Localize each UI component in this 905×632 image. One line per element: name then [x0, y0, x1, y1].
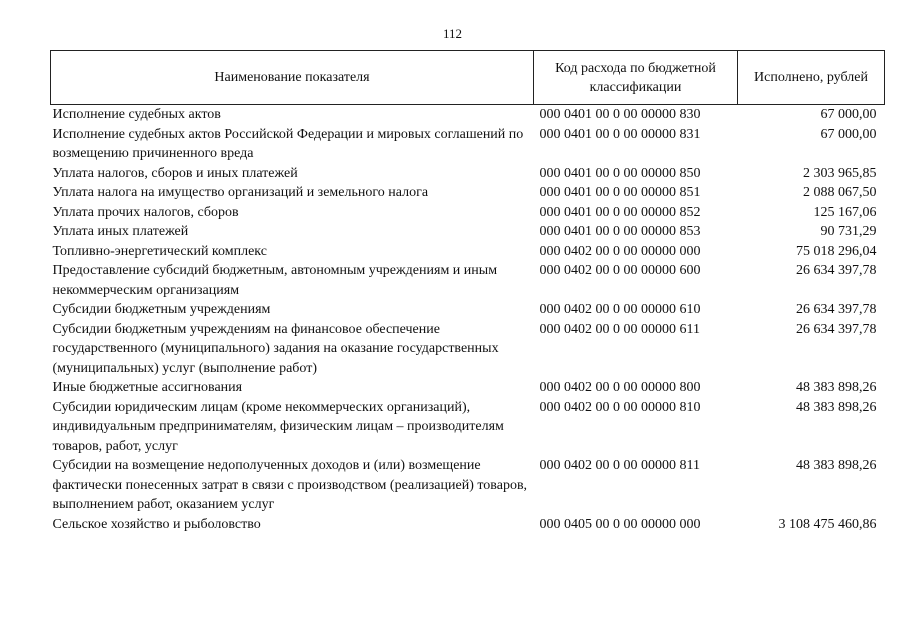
indicator-name-cell: Субсидии юридическим лицам (кроме некоммерческих организаций), индивидуальным предпринимателям, физическим лицам – производителям товаров, работ, услуг	[52, 399, 504, 454]
header-indicator-name: Наименование показателя	[51, 51, 534, 105]
table-row	[51, 378, 885, 398]
indicator-name-cell: Субсидии бюджетным учреждениям на финансовое обеспечение государственного (муниципального) задания на оказание государственных (муниципальных) услуг (выполнение работ)	[52, 321, 499, 376]
table-row	[51, 125, 885, 164]
table-row	[51, 183, 885, 203]
budget-code-cell: 000 0402 00 0 00 00000 000	[539, 243, 701, 259]
table-row	[51, 222, 885, 242]
table-row	[51, 398, 885, 457]
indicator-name-cell: Субсидии на возмещение недополученных доходов и (или) возмещение фактически понесенных затрат в связи с производством (реализацией) товаров, выполнением работ, оказанием услуг	[52, 458, 528, 512]
header-executed: Исполнено, рублей	[738, 51, 885, 105]
header-budget-code: Код расхода по бюджетной классификации	[534, 51, 738, 105]
budget-code-cell: 000 0401 00 0 00 00000 853	[539, 224, 701, 239]
executed-amount-cell: 48 383 898,26	[796, 380, 877, 395]
executed-amount-cell: 125 167,06	[813, 204, 877, 220]
table-row	[51, 300, 885, 320]
indicator-name-cell: Сельское хозяйство и рыболовство	[52, 516, 261, 532]
table-body	[51, 105, 885, 535]
indicator-name-cell: Исполнение судебных актов Российской Федерации и мировых соглашений по возмещению причиненного вреда	[52, 126, 524, 161]
executed-amount-cell: 2 088 067,50	[803, 185, 877, 200]
table-row	[51, 164, 885, 184]
executed-amount-cell: 75 018 296,04	[796, 243, 877, 259]
executed-amount-cell: 2 303 965,85	[803, 165, 877, 181]
indicator-name-cell: Топливно-энергетический комплекс	[52, 243, 267, 259]
indicator-name-cell: Уплата прочих налогов, сборов	[52, 204, 239, 220]
header-row	[51, 51, 885, 105]
budget-code-cell: 000 0405 00 0 00 00000 000	[539, 516, 701, 532]
budget-code-cell: 000 0402 00 0 00 00000 800	[539, 380, 701, 395]
budget-code-cell: 000 0401 00 0 00 00000 831	[539, 126, 701, 142]
budget-execution-table	[50, 50, 885, 534]
table-row	[51, 242, 885, 262]
table-row	[51, 105, 885, 125]
page-number: 112	[442, 26, 463, 41]
table-row	[51, 320, 885, 379]
table-row	[51, 261, 885, 300]
executed-amount-cell: 67 000,00	[820, 107, 877, 122]
indicator-name-cell: Уплата иных платежей	[52, 224, 189, 239]
indicator-name-cell: Исполнение судебных актов	[52, 107, 221, 122]
executed-amount-cell: 90 731,29	[820, 224, 877, 239]
indicator-name-cell: Уплата налога на имущество организаций и земельного налога	[52, 185, 429, 200]
table-row	[51, 515, 885, 535]
table-row	[51, 203, 885, 223]
executed-amount-cell: 67 000,00	[820, 126, 877, 142]
budget-code-cell: 000 0402 00 0 00 00000 610	[539, 302, 701, 317]
budget-code-cell: 000 0402 00 0 00 00000 611	[539, 321, 700, 337]
indicator-name-cell: Субсидии бюджетным учреждениям	[52, 302, 271, 317]
budget-code-cell: 000 0402 00 0 00 00000 811	[539, 458, 700, 473]
table-header	[51, 51, 885, 105]
budget-code-cell: 000 0401 00 0 00 00000 852	[539, 204, 701, 220]
budget-code-cell: 000 0402 00 0 00 00000 600	[539, 263, 701, 278]
indicator-name-cell: Уплата налогов, сборов и иных платежей	[52, 165, 298, 181]
indicator-name-cell: Предоставление субсидий бюджетным, автономным учреждениям и иным некоммерческим организациям	[52, 263, 498, 298]
budget-code-cell: 000 0401 00 0 00 00000 850	[539, 165, 701, 181]
executed-amount-cell: 3 108 475 460,86	[778, 516, 877, 532]
executed-amount-cell: 48 383 898,26	[796, 458, 877, 473]
budget-code-cell: 000 0402 00 0 00 00000 810	[539, 399, 701, 415]
executed-amount-cell: 26 634 397,78	[796, 321, 877, 337]
executed-amount-cell: 26 634 397,78	[796, 302, 877, 317]
executed-amount-cell: 48 383 898,26	[796, 399, 877, 415]
indicator-name-cell: Иные бюджетные ассигнования	[52, 380, 243, 395]
table-row	[51, 456, 885, 515]
executed-amount-cell: 26 634 397,78	[796, 263, 877, 278]
budget-code-cell: 000 0401 00 0 00 00000 851	[539, 185, 701, 200]
budget-code-cell: 000 0401 00 0 00 00000 830	[539, 107, 701, 122]
